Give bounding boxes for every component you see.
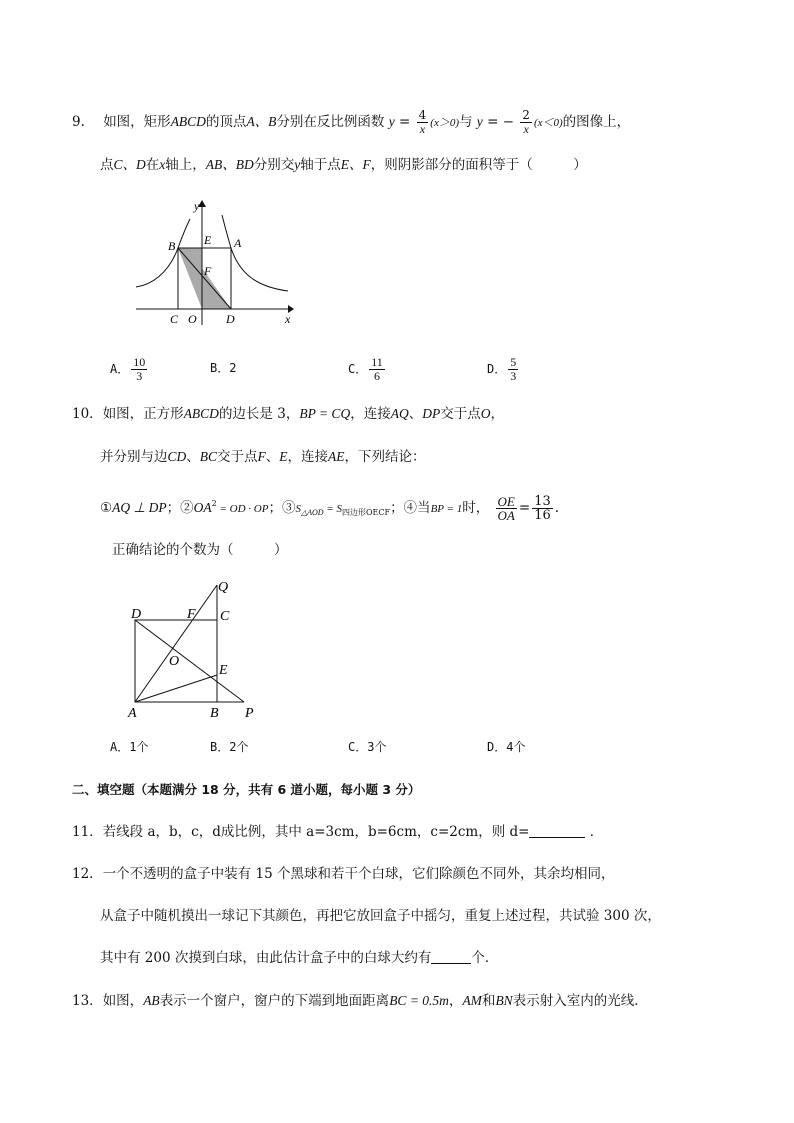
q10-figure <box>125 575 265 720</box>
q9-frac1: $\frac{4}{x}$ <box>418 108 427 136</box>
q12-line1: 12．一个不透明的盒子中装有 15 个黑球和若干个白球，它们除颜色不同外，其余均相同， <box>72 866 615 882</box>
q9-line1: 9. 如图，矩形ABCD的顶点A、B分别在反比例函数 y = $\frac{4}{x}$ (x＞0)与 y = − $\frac{2}{x}$ (x＜0)的图像上， <box>72 108 631 136</box>
svg-text:B: B <box>168 239 176 253</box>
q10-number: 10． <box>72 406 103 422</box>
q9-shade-top <box>178 248 202 309</box>
q12-line3: 其中有 200 次摸到白球，由此估计盒子中的白球大约有 个． <box>100 950 499 966</box>
q12-answer-blank[interactable] <box>431 963 471 964</box>
q9-number: 9. <box>72 114 85 130</box>
q9-figure <box>130 195 300 330</box>
svg-text:B: B <box>210 706 219 720</box>
q10-line2: 并分别与边CD、BC交于点F、E，连接AE，下列结论： <box>100 449 426 465</box>
q9-option-c[interactable]: C． $\frac{11}{6}$ <box>348 355 383 383</box>
q9-option-d[interactable]: D． $\frac{5}{3}$ <box>487 355 517 383</box>
svg-text:A: A <box>234 236 242 250</box>
q11-number: 11． <box>72 824 103 840</box>
q10-line-ae <box>135 675 217 702</box>
q13-number: 13． <box>72 993 103 1009</box>
svg-text:D: D <box>131 607 142 622</box>
svg-text:Q: Q <box>218 580 229 595</box>
svg-text:A: A <box>128 706 137 720</box>
q10-option-d[interactable]: D．4个 <box>487 740 526 754</box>
q10-option-a[interactable]: A．1个 <box>110 740 149 754</box>
q10-option-b[interactable]: B．2个 <box>210 740 249 754</box>
svg-text:D: D <box>226 312 235 326</box>
q13-line1: 13．如图，AB表示一个窗户，窗户的下端到地面距离BC = 0.5m，AM和BN表示射入室内的光线． <box>72 993 648 1009</box>
q10-line-aq <box>135 585 217 702</box>
q9-curve-right <box>222 215 288 291</box>
svg-text:C: C <box>170 312 179 326</box>
q9-option-a[interactable]: A． $\frac{10}{3}$ <box>110 355 146 383</box>
q10-line4: 正确结论的个数为（ ） <box>112 542 288 558</box>
q11-answer-blank[interactable] <box>529 837 585 838</box>
svg-text:F: F <box>204 264 212 278</box>
q9-frac2: $\frac{2}{x}$ <box>522 108 530 136</box>
q12-line2: 从盒子中随机摸出一球记下其颜色，再把它放回盒子中摇匀，重复上述过程，共试验 300 次， <box>100 908 661 924</box>
q10-line-dp <box>135 620 244 702</box>
svg-text:P: P <box>245 706 254 720</box>
q9-line2: 点C、D在x轴上，AB、BD分别交y轴于点E、F，则阴影部分的面积等于（ ） <box>100 157 587 173</box>
svg-text:E: E <box>219 663 228 678</box>
svg-text:C: C <box>220 609 230 624</box>
section-2-heading: 二、填空题（本题满分 18 分，共有 6 道小题，每小题 3 分） <box>72 782 421 797</box>
q12-number: 12． <box>72 866 103 882</box>
svg-text:F: F <box>187 607 196 622</box>
svg-text:y: y <box>194 199 200 213</box>
svg-text:O: O <box>169 654 180 669</box>
svg-text:x: x <box>285 312 291 326</box>
q10-line1: 10．如图，正方形ABCD的边长是 3，BP = CQ，连接AQ、DP交于点O， <box>72 406 504 422</box>
svg-text:E: E <box>204 233 212 247</box>
q10-option-c[interactable]: C．3个 <box>348 740 387 754</box>
q11: 11．若线段 a，b，c，d成比例，其中 a=3cm，b=6cm，c=2cm，则 d= ． <box>72 824 604 840</box>
q10-conclusions: ①AQ ⊥ DP；$②OA^2$ = OD · OP；$③S_{\triangle AOD} = S_{四边形OECF}$；④当BP = 1时， $\frac{OE}{OA}$ = $\frac{13}{16}$ . <box>100 494 560 523</box>
svg-text:O: O <box>188 312 197 326</box>
q9-option-b[interactable]: B．2 <box>210 361 237 375</box>
